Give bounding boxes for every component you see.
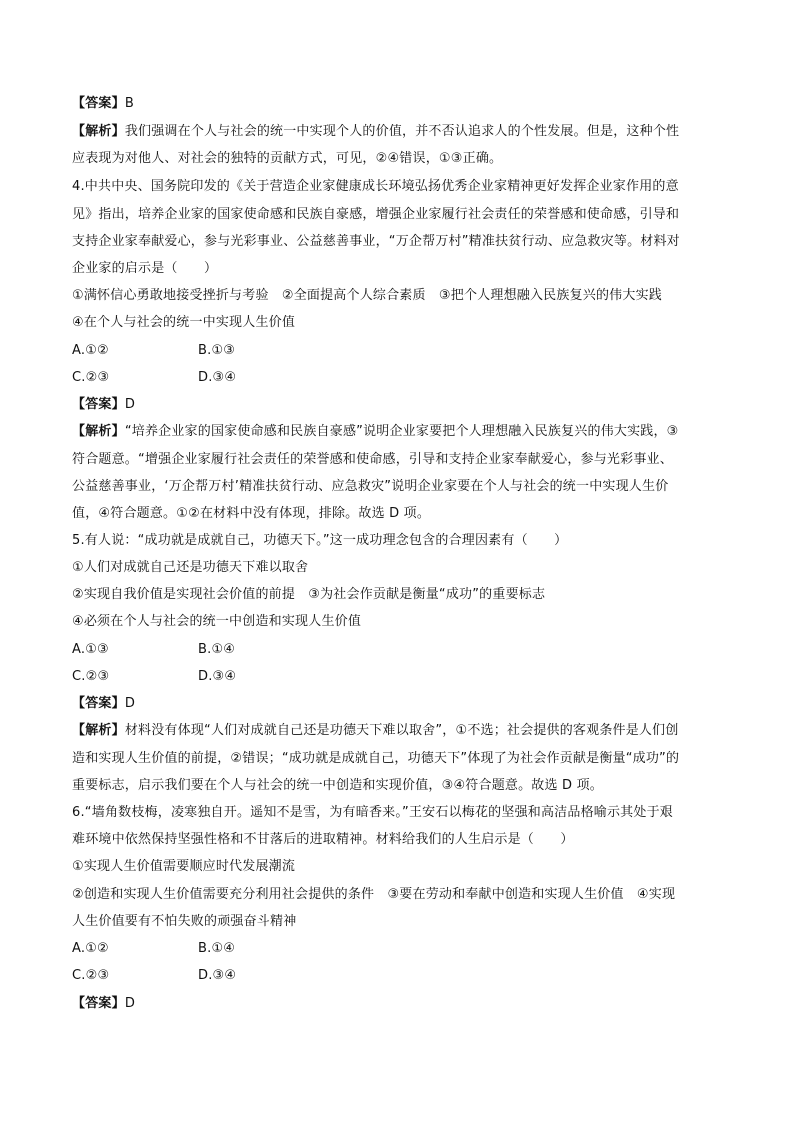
analysis-label: 【解析】	[72, 124, 125, 139]
option-a: A.①②	[72, 343, 109, 358]
text-line: 公益慈善事业，‘万企帮万村’精准扶贫行动、应急救灾”说明企业家要在个人与社会的统一中实现人生价	[72, 479, 669, 494]
statements-line: 人生价值要有不怕失败的顽强奋斗精神	[72, 914, 297, 929]
answer-line	[72, 395, 135, 415]
option-b: B.①④	[198, 941, 236, 956]
option-b: B.①③	[198, 343, 236, 358]
option-b: B.①④	[198, 642, 236, 657]
text-line: 应表现为对他人、对社会的独特的贡献方式，可见，②④错误，①③正确。	[72, 151, 503, 166]
option-d: D.③④	[198, 370, 237, 385]
text-line: 难环境中依然保持坚强性格和不甘落后的进取精神。材料给我们的人生启示是（ ）	[72, 832, 574, 847]
text-line: 企业家的启示是（ ）	[72, 261, 218, 276]
analysis-line	[72, 721, 679, 741]
statements-line: ①满怀信心勇敢地接受挫折与考验 ②全面提高个人综合素质 ③把个人理想融入民族复兴的伟大实践	[72, 288, 662, 303]
analysis-line	[72, 422, 679, 442]
analysis-label: 【解析】	[72, 424, 125, 439]
answer-line	[72, 94, 134, 114]
answer-value: D	[124, 696, 136, 711]
option-a: A.①③	[72, 642, 109, 657]
answer-value: D	[124, 996, 136, 1011]
option-c: C.②③	[72, 370, 110, 385]
answer-value: D	[124, 397, 136, 412]
option-d: D.③④	[198, 669, 237, 684]
answer-label: 【答案】	[72, 96, 125, 111]
option-c: C.②③	[72, 669, 110, 684]
statements-line: ④必须在个人与社会的统一中创造和实现人生价值	[72, 614, 362, 629]
option-a: A.①②	[72, 941, 109, 956]
text-line: 见》指出，培养企业家的国家使命感和民族自豪感，增强企业家履行社会责任的荣誉感和使命感，引导和	[72, 207, 680, 222]
statements-line: ④在个人与社会的统一中实现人生价值	[72, 315, 296, 330]
statements-line: ①实现人生价值需要顺应时代发展潮流	[72, 859, 296, 874]
question-5-stem: 5.有人说：“成功就是成就自己，功德天下。”这一成功理念包含的合理因素有（ ）	[72, 533, 568, 548]
analysis-label: 【解析】	[72, 723, 125, 738]
text-line: 支持企业家奉献爱心，参与光彩事业、公益慈善事业，“万企帮万村”精准扶贫行动、应急救灾等。材料对	[72, 234, 680, 249]
option-c: C.②③	[72, 968, 110, 983]
statements-line: ②实现自我价值是实现社会价值的前提 ③为社会作贡献是衡量“成功”的重要标志	[72, 587, 546, 602]
text-line: 重要标志，启示我们要在个人与社会的统一中创造和实现价值，③④符合题意。故选 D 项。	[72, 778, 603, 793]
answer-label: 【答案】	[72, 996, 125, 1011]
statements-line: ②创造和实现人生价值需要充分利用社会提供的条件 ③要在劳动和奉献中创造和实现人生价值 ④实现	[72, 887, 676, 902]
statements-line: ①人们对成就自己还是功德天下难以取舍	[72, 560, 309, 575]
analysis-text: “培养企业家的国家使命感和民族自豪感”说明企业家要把个人理想融入民族复兴的伟大实践，③	[124, 424, 679, 439]
analysis-text: 我们强调在个人与社会的统一中实现个人的价值，并不否认追求人的个性发展。但是，这种个性	[124, 124, 680, 139]
answer-value: B	[124, 96, 134, 111]
option-d: D.③④	[198, 968, 237, 983]
answer-line	[72, 694, 135, 714]
question-6-stem: 6.“墙角数枝梅，凌寒独自开。遥知不是雪，为有暗香来。”王安石以梅花的坚强和高洁品格喻示其处于艰	[72, 805, 673, 820]
analysis-line	[72, 122, 679, 142]
answer-label: 【答案】	[72, 696, 125, 711]
analysis-text: 材料没有体现“人们对成就自己还是功德天下难以取舍”，①不选；社会提供的客观条件是人们创	[124, 723, 679, 738]
text-line: 符合题意。“增强企业家履行社会责任的荣誉感和使命感，引导和支持企业家奉献爱心，参与光彩事业、	[72, 452, 673, 467]
text-line: 造和实现人生价值的前提，②错误；“成功就是成就自己，功德天下”体现了为社会作贡献是衡量“成功”的	[72, 751, 680, 766]
text-line: 值，④符合题意。①②在材料中没有体现，排除。故选 D 项。	[72, 506, 431, 521]
answer-label: 【答案】	[72, 397, 125, 412]
answer-line	[72, 994, 135, 1014]
question-4-stem: 4.中共中央、国务院印发的《关于营造企业家健康成长环境弘扬优秀企业家精神更好发挥企业家作用的意	[72, 179, 679, 194]
